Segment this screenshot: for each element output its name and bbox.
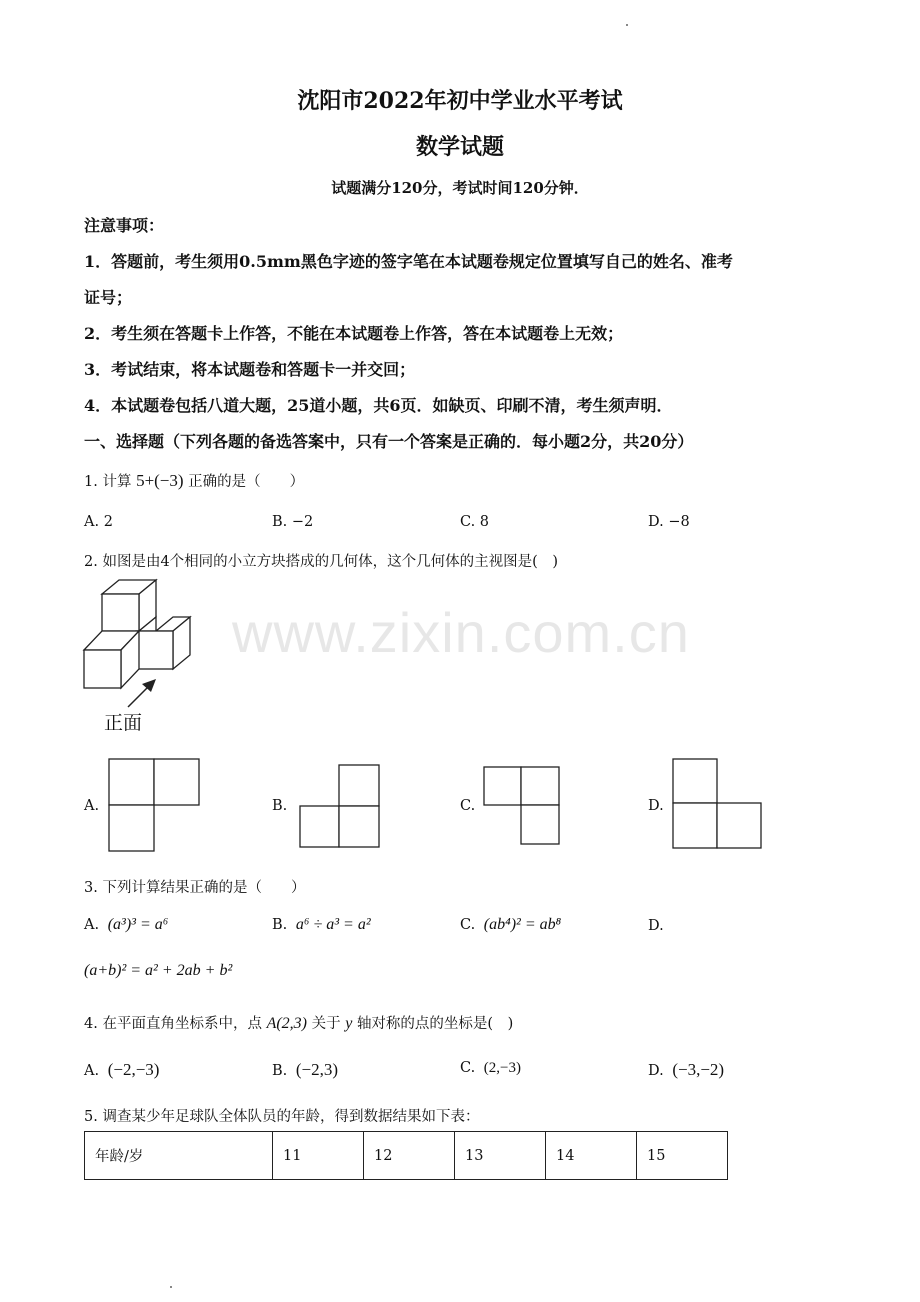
- q1-suffix: 正确的是（ ）: [188, 474, 305, 490]
- q4-suffix: 轴对称的点的坐标是( ): [356, 1016, 514, 1032]
- q4-option-c[interactable]: [460, 1060, 521, 1077]
- q3-option-a-label: A.: [84, 917, 100, 933]
- q2-option-a-label[interactable]: A.: [84, 798, 100, 814]
- q1-expression: 5+(−3): [136, 471, 184, 490]
- q4-option-a[interactable]: [84, 1060, 159, 1080]
- q1-option-c[interactable]: C. 8: [460, 514, 490, 530]
- table-cell: 12: [364, 1132, 455, 1180]
- exam-info: 试题满分120分，考试时间120分钟．: [331, 179, 589, 197]
- q3-option-c[interactable]: [460, 916, 561, 934]
- question-1: [84, 470, 304, 491]
- q2-option-b-label[interactable]: B.: [272, 798, 288, 814]
- q2-option-d-label[interactable]: D.: [648, 798, 664, 814]
- q4-axis: y: [345, 1015, 353, 1032]
- q3-option-d-label[interactable]: D.: [648, 918, 664, 934]
- table-cell: 13: [455, 1132, 546, 1180]
- question-4: [84, 1012, 513, 1033]
- question-5: 5. 调查某少年足球队全体队员的年龄，得到数据结果如下表：: [84, 1109, 480, 1125]
- q1-option-a[interactable]: A. 2: [84, 514, 113, 530]
- table-cell: 年龄/岁: [85, 1132, 273, 1180]
- q1-option-d[interactable]: D. −8: [648, 514, 690, 530]
- q1-prefix: 1. 计算: [84, 474, 132, 490]
- q3-option-c-expr: (ab⁴)² = ab⁸: [483, 916, 562, 933]
- q4-option-a-value: (−2,−3): [107, 1060, 160, 1079]
- exam-subtitle: 数学试题: [415, 134, 504, 160]
- table-cell: 11: [273, 1132, 364, 1180]
- q2-option-b-figure[interactable]: [299, 764, 381, 849]
- notes-heading: 注意事项：: [84, 216, 165, 235]
- q4-option-a-label: A.: [84, 1063, 100, 1079]
- table-row: [85, 1132, 728, 1180]
- table-cell: 15: [637, 1132, 728, 1180]
- q2-option-d-figure[interactable]: [672, 758, 762, 850]
- corner-mark: [170, 1286, 172, 1288]
- exam-title: 沈阳市2022年初中学业水平考试: [297, 88, 623, 114]
- q4-option-c-label: C.: [460, 1060, 476, 1076]
- front-view-label: 正面: [104, 712, 143, 734]
- question-2: 2. 如图是由4个相同的小立方块搭成的几何体，这个几何体的主视图是( ): [84, 554, 558, 570]
- q4-option-c-value: (2,−3): [483, 1060, 521, 1076]
- note-item: 2．考生须在答题卡上作答，不能在本试题卷上作答，答在本试题卷上无效；: [84, 324, 624, 343]
- q3-option-a[interactable]: [84, 916, 168, 934]
- q2-option-a-figure[interactable]: [108, 758, 200, 853]
- cube-figure: [80, 580, 200, 695]
- q4-point: A(2,3): [266, 1015, 307, 1032]
- age-table: [84, 1131, 728, 1180]
- note-item: 3．考试结束，将本试题卷和答题卡一并交回；: [84, 360, 416, 379]
- q4-option-d-label: D.: [648, 1063, 664, 1079]
- q4-option-d-value: (−3,−2): [672, 1060, 725, 1079]
- section-heading: 一、选择题（下列各题的备选答案中，只有一个答案是正确的．每小题2分，共20分）: [84, 432, 694, 451]
- q3-option-b-expr: a⁶ ÷ a³ = a²: [295, 916, 371, 933]
- q3-option-d-expr[interactable]: (a+b)² = a² + 2ab + b²: [84, 962, 233, 979]
- question-3: 3. 下列计算结果正确的是（ ）: [84, 880, 306, 896]
- table-cell: 14: [546, 1132, 637, 1180]
- note-item: 4．本试题卷包括八道大题，25道小题，共6页．如缺页、印刷不清，考生须声明．: [84, 396, 673, 415]
- q4-option-b[interactable]: [272, 1060, 338, 1080]
- q4-middle: 关于: [311, 1016, 341, 1032]
- q3-option-a-expr: (a³)³ = a⁶: [107, 916, 169, 933]
- q4-option-b-value: (−2,3): [295, 1060, 339, 1079]
- note-item: 1．答题前，考生须用0.5mm黑色字迹的签字笔在本试题卷规定位置填写自己的姓名、准考: [84, 252, 733, 271]
- q4-option-b-label: B.: [272, 1063, 288, 1079]
- q1-option-b[interactable]: B. −2: [272, 514, 314, 530]
- corner-mark: [626, 24, 628, 26]
- q2-option-c-label[interactable]: C.: [460, 798, 476, 814]
- q2-option-c-figure[interactable]: [483, 766, 561, 846]
- note-item: 证号；: [84, 288, 133, 307]
- q4-prefix: 4. 在平面直角坐标系中，点: [84, 1016, 262, 1032]
- q4-option-d[interactable]: [648, 1060, 724, 1080]
- q3-option-b-label: B.: [272, 917, 288, 933]
- watermark: www.zixin.com.cn: [232, 601, 690, 664]
- q3-option-c-label: C.: [460, 917, 476, 933]
- q3-option-b[interactable]: [272, 916, 371, 934]
